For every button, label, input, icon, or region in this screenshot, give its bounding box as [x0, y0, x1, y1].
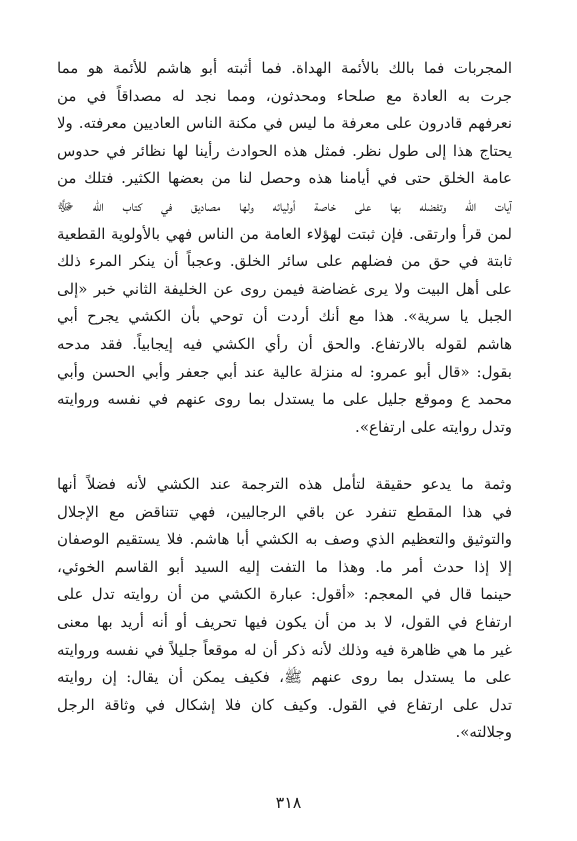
text-line: عامة الخلق حتى في أيامنا هذه وحصل لنا من بعضها الكثير. فتلك من	[57, 169, 512, 188]
text-line: الجبل يا سرية». هذا مع أنك أردت أن توحي بأن الكشي يجرح أبي	[57, 307, 512, 326]
text-line: حينما قال في المعجم: «أقول: عبارة الكشي من أن روايته تدل على	[57, 585, 512, 604]
text-line: وتدل روايته على ارتفاع».	[355, 417, 512, 436]
text-line: على أهل البيت ولا يرى غضاضة فيمن روى عن الخليفة الثاني خبر «إلى	[57, 279, 512, 298]
text-line: على ما يستدل بما روى عنهم ﷺ، فكيف يمكن أن يقال: إن روايته	[57, 668, 512, 687]
paragraph-2	[57, 471, 512, 747]
text-line: ثابتة في حق من فضلهم على سائر الخلق. وعجباً أن ينكر المرء ذلك	[57, 252, 512, 271]
text-line: المجربات فما بالك بالأئمة الهداة. فما أثبته أبو هاشم للأئمة هو مما	[57, 59, 512, 77]
text-line: بقول: «قال أبو عمرو: له منزلة عالية عند أبي جعفر وأبي الحسن وأبي	[57, 362, 512, 381]
text-line: وجلالته».	[455, 723, 512, 742]
text-line: والتوثيق والتعظيم الذي وصف به الكشي أبا هاشم. فلا يستقيم الوصفان	[57, 530, 512, 549]
text-line: يحتاج هذا إلى طول نظر. فمثل هذه الحوادث رأينا لها نظائر في حدوس	[57, 141, 512, 160]
text-line: نعرفهم قادرون على معرفة ما ليس في مكنة الناس العاديين معرفته. ولا	[57, 114, 512, 133]
text-line: تدل على ارتفاع في القول. وكيف كان فلا إشكال في وثاقة الرجل	[57, 695, 512, 714]
text-line: لمن قرأ وارتقى. فإن ثبتت لهؤلاء العامة من الناس فهي بالأولوية القطعية	[57, 224, 512, 243]
text-line: غير ما هي ظاهرة فيه وذلك لأنه ذكر أن له موقعاً جليلاً في نفسه وروايته	[57, 640, 512, 659]
text-line: محمد ع وموقع جليل على ما يستدل بما روى عنهم في نفسه وروايته	[57, 390, 512, 409]
text-line: آيات الله وتفضله بها على خاصة أوليائه ولها مصاديق في كتاب الله ﷻ	[57, 196, 512, 215]
text-line: إلا إذا حدث أمر ما. وهذا ما التفت إليه السيد أبو القاسم الخوئي،	[57, 557, 512, 576]
text-line: هاشم لقوله بالارتفاع. والحق أن رأي الكشي فيه إيجابياً. فقد مدحه	[57, 334, 512, 353]
text-line: وثمة ما يدعو حقيقة لتأمل هذه الترجمة عند الكشي لأنه فضلاً أنها	[57, 475, 512, 493]
page-number: ٣١٨	[275, 793, 302, 812]
text-line: ارتفاع في القول، لا بد من أن يكون فيها تحريف أو أنه أريد بها معنى	[57, 612, 512, 631]
text-line: في هذا المقطع تنفرد عن باقي الرجاليين، فهي تتناقض مع الإجلال	[57, 502, 512, 521]
text-line: جرت به العادة مع صلحاء ومحدثون، ومما نجد له مصداقاً في من	[57, 86, 512, 105]
paragraph-1	[57, 55, 512, 441]
